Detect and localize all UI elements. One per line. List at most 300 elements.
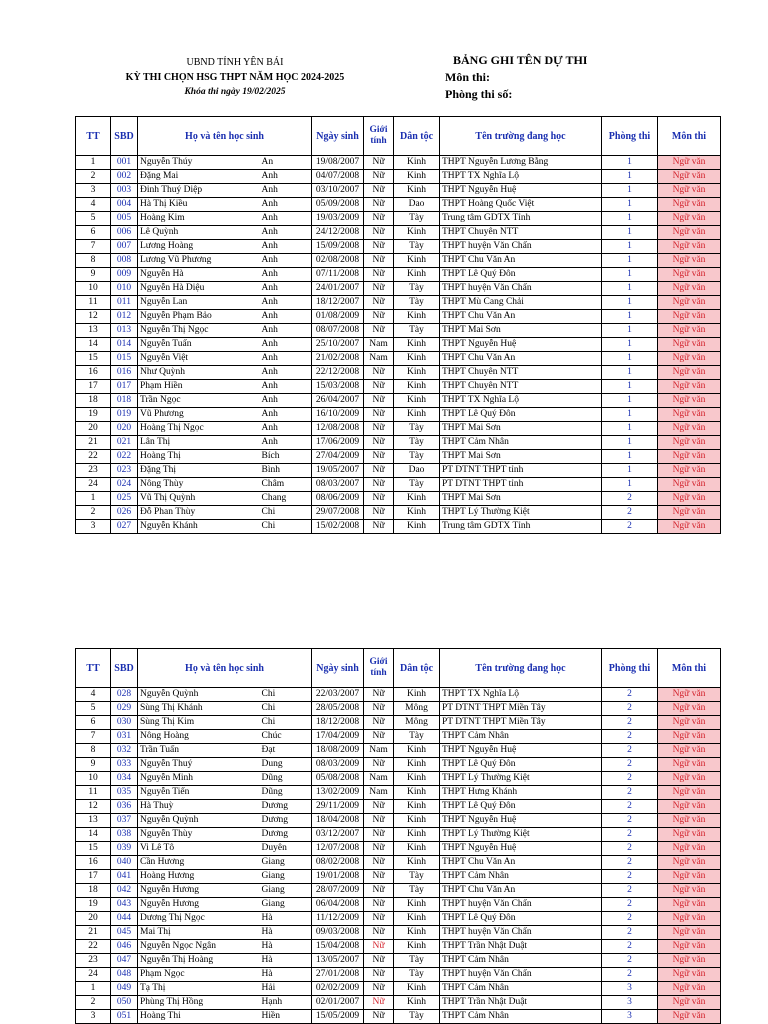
- subject-cell: Ngữ văn: [658, 898, 721, 912]
- candidate-number: 014: [111, 338, 138, 352]
- ethnicity-cell: Tày: [394, 478, 440, 492]
- subject-cell: Ngữ văn: [658, 870, 721, 884]
- dob-cell: 17/06/2009: [312, 436, 364, 450]
- col-sbd-header: SBD: [111, 649, 138, 688]
- ethnicity-cell: Tày: [394, 1010, 440, 1024]
- school-cell: THPT Lê Quý Đôn: [440, 758, 602, 772]
- room-cell: 2: [602, 506, 658, 520]
- row-number: 11: [76, 296, 111, 310]
- candidate-number: 008: [111, 254, 138, 268]
- surname-cell: Phạm Hiền: [138, 380, 260, 394]
- given-name-cell: Anh: [260, 366, 312, 380]
- gender-cell: Nữ: [364, 730, 394, 744]
- row-number: 24: [76, 478, 111, 492]
- subject-cell: Ngữ văn: [658, 968, 721, 982]
- table-header-row: [76, 649, 721, 688]
- candidate-number: 015: [111, 352, 138, 366]
- school-cell: THPT Mai Sơn: [440, 450, 602, 464]
- table-row: [76, 352, 721, 366]
- header-left: [110, 55, 360, 100]
- room-cell: 3: [602, 1010, 658, 1024]
- candidate-table-2: [75, 648, 721, 1024]
- dob-cell: 17/04/2009: [312, 730, 364, 744]
- given-name-cell: Chúc: [260, 730, 312, 744]
- school-cell: Trung tâm GDTX Tỉnh: [440, 212, 602, 226]
- ethnicity-cell: Tày: [394, 324, 440, 338]
- school-cell: THPT huyện Văn Chấn: [440, 926, 602, 940]
- ethnicity-cell: Kinh: [394, 828, 440, 842]
- room-cell: 1: [602, 352, 658, 366]
- table-row: [76, 156, 721, 170]
- dob-cell: 28/05/2008: [312, 702, 364, 716]
- ethnicity-cell: Kinh: [394, 156, 440, 170]
- given-name-cell: Hạnh: [260, 996, 312, 1010]
- candidate-number: 030: [111, 716, 138, 730]
- given-name-cell: Bích: [260, 450, 312, 464]
- gender-cell: Nữ: [364, 800, 394, 814]
- given-name-cell: Anh: [260, 212, 312, 226]
- room-cell: 1: [602, 296, 658, 310]
- surname-cell: Nguyễn Thị Ngọc: [138, 324, 260, 338]
- table-row: [76, 968, 721, 982]
- room-cell: 3: [602, 996, 658, 1010]
- dob-cell: 22/03/2007: [312, 688, 364, 702]
- given-name-cell: Anh: [260, 352, 312, 366]
- room-cell: 2: [602, 842, 658, 856]
- row-number: 9: [76, 758, 111, 772]
- dob-cell: 15/09/2008: [312, 240, 364, 254]
- gender-cell: Nữ: [364, 968, 394, 982]
- dob-cell: 13/05/2007: [312, 954, 364, 968]
- room-cell: 1: [602, 380, 658, 394]
- given-name-cell: Anh: [260, 198, 312, 212]
- gender-cell: Nữ: [364, 324, 394, 338]
- ethnicity-cell: Kinh: [394, 254, 440, 268]
- gender-cell: Nữ: [364, 408, 394, 422]
- candidate-number: 033: [111, 758, 138, 772]
- ethnicity-cell: Kinh: [394, 506, 440, 520]
- row-number: 10: [76, 772, 111, 786]
- dob-cell: 08/02/2008: [312, 856, 364, 870]
- gender-cell: Nữ: [364, 478, 394, 492]
- candidate-number: 024: [111, 478, 138, 492]
- gender-cell: Nữ: [364, 954, 394, 968]
- col-school-header: Tên trường đang học: [440, 649, 602, 688]
- candidate-number: 027: [111, 520, 138, 534]
- ethnicity-cell: Tày: [394, 282, 440, 296]
- candidate-number: 026: [111, 506, 138, 520]
- table-row: [76, 170, 721, 184]
- row-number: 17: [76, 380, 111, 394]
- ethnicity-cell: Kinh: [394, 996, 440, 1010]
- given-name-cell: Chi: [260, 506, 312, 520]
- gender-cell: Nữ: [364, 422, 394, 436]
- room-cell: 2: [602, 520, 658, 534]
- school-cell: THPT huyện Văn Chấn: [440, 282, 602, 296]
- candidate-number: 040: [111, 856, 138, 870]
- dob-cell: 15/03/2008: [312, 380, 364, 394]
- ethnicity-cell: Kinh: [394, 688, 440, 702]
- given-name-cell: Anh: [260, 436, 312, 450]
- subject-cell: Ngữ văn: [658, 492, 721, 506]
- dob-cell: 07/11/2008: [312, 268, 364, 282]
- dob-cell: 02/02/2009: [312, 982, 364, 996]
- dob-cell: 22/12/2008: [312, 366, 364, 380]
- subject-cell: Ngữ văn: [658, 996, 721, 1010]
- row-number: 22: [76, 940, 111, 954]
- table-row: [76, 268, 721, 282]
- given-name-cell: Chi: [260, 688, 312, 702]
- given-name-cell: Hà: [260, 940, 312, 954]
- school-cell: THPT Mai Sơn: [440, 324, 602, 338]
- row-number: 2: [76, 170, 111, 184]
- surname-cell: Nguyễn Quỳnh: [138, 688, 260, 702]
- school-cell: THPT huyện Văn Chấn: [440, 240, 602, 254]
- surname-cell: Nguyễn Quỳnh: [138, 814, 260, 828]
- row-number: 6: [76, 226, 111, 240]
- table-row: [76, 688, 721, 702]
- room-cell: 2: [602, 688, 658, 702]
- table-row: [76, 198, 721, 212]
- row-number: 17: [76, 870, 111, 884]
- given-name-cell: Dung: [260, 758, 312, 772]
- dob-cell: 16/10/2009: [312, 408, 364, 422]
- surname-cell: Sùng Thị Khánh: [138, 702, 260, 716]
- row-number: 13: [76, 814, 111, 828]
- table-header-row: [76, 117, 721, 156]
- dob-cell: 08/07/2008: [312, 324, 364, 338]
- col-name-header: Họ và tên học sinh: [138, 649, 312, 688]
- school-cell: THPT Lê Quý Đôn: [440, 800, 602, 814]
- candidate-number: 022: [111, 450, 138, 464]
- given-name-cell: Dương: [260, 800, 312, 814]
- school-cell: THPT Trần Nhật Duật: [440, 940, 602, 954]
- school-cell: THPT Cảm Nhân: [440, 1010, 602, 1024]
- subject-cell: Ngữ văn: [658, 422, 721, 436]
- row-number: 23: [76, 954, 111, 968]
- candidate-number: 044: [111, 912, 138, 926]
- ethnicity-cell: Tày: [394, 884, 440, 898]
- row-number: 19: [76, 408, 111, 422]
- gender-cell: Nữ: [364, 310, 394, 324]
- subject-cell: Ngữ văn: [658, 688, 721, 702]
- ethnicity-cell: Kinh: [394, 184, 440, 198]
- table-row: [76, 800, 721, 814]
- exam-name: KỲ THI CHỌN HSG THPT NĂM HỌC 2024-2025: [125, 72, 345, 83]
- dob-cell: 18/08/2009: [312, 744, 364, 758]
- row-number: 3: [76, 520, 111, 534]
- surname-cell: Hoàng Thi: [138, 1010, 260, 1024]
- given-name-cell: Giang: [260, 856, 312, 870]
- room-cell: 1: [602, 436, 658, 450]
- dob-cell: 08/03/2009: [312, 758, 364, 772]
- ethnicity-cell: Tày: [394, 436, 440, 450]
- row-number: 15: [76, 352, 111, 366]
- surname-cell: Hà Thuỳ: [138, 800, 260, 814]
- subject-cell: Ngữ văn: [658, 842, 721, 856]
- surname-cell: Tạ Thị: [138, 982, 260, 996]
- candidate-number: 021: [111, 436, 138, 450]
- candidate-number: 048: [111, 968, 138, 982]
- table-row: [76, 436, 721, 450]
- candidate-number: 045: [111, 926, 138, 940]
- school-cell: THPT Chuyên NTT: [440, 366, 602, 380]
- candidate-number: 036: [111, 800, 138, 814]
- school-cell: THPT Chu Văn An: [440, 310, 602, 324]
- dob-cell: 28/07/2009: [312, 884, 364, 898]
- gender-cell: Nữ: [364, 156, 394, 170]
- school-cell: THPT Nguyễn Lương Bằng: [440, 156, 602, 170]
- gender-cell: Nữ: [364, 296, 394, 310]
- given-name-cell: Hà: [260, 968, 312, 982]
- candidate-number: 031: [111, 730, 138, 744]
- surname-cell: Đỗ Phan Thùy: [138, 506, 260, 520]
- col-ethnicity-header: Dân tộc: [394, 649, 440, 688]
- dob-cell: 08/06/2009: [312, 492, 364, 506]
- table-row: [76, 954, 721, 968]
- ethnicity-cell: Tày: [394, 240, 440, 254]
- row-number: 5: [76, 702, 111, 716]
- subject-cell: Ngữ văn: [658, 702, 721, 716]
- school-cell: THPT Cảm Nhân: [440, 730, 602, 744]
- surname-cell: Hoàng Kim: [138, 212, 260, 226]
- given-name-cell: Giang: [260, 870, 312, 884]
- room-cell: 1: [602, 408, 658, 422]
- subject-cell: Ngữ văn: [658, 772, 721, 786]
- candidate-number: 009: [111, 268, 138, 282]
- given-name-cell: Dũng: [260, 772, 312, 786]
- given-name-cell: Hà: [260, 926, 312, 940]
- dob-cell: 21/02/2008: [312, 352, 364, 366]
- ethnicity-cell: Kinh: [394, 842, 440, 856]
- table-row: [76, 884, 721, 898]
- school-cell: THPT Nguyễn Huệ: [440, 814, 602, 828]
- surname-cell: Nguyễn Tiến: [138, 786, 260, 800]
- gender-cell: Nữ: [364, 828, 394, 842]
- candidate-number: 041: [111, 870, 138, 884]
- surname-cell: Hoàng Hương: [138, 870, 260, 884]
- row-number: 3: [76, 1010, 111, 1024]
- subject-cell: Ngữ văn: [658, 310, 721, 324]
- subject-cell: Ngữ văn: [658, 730, 721, 744]
- table-row: [76, 478, 721, 492]
- row-number: 8: [76, 254, 111, 268]
- school-cell: THPT Cảm Nhân: [440, 870, 602, 884]
- subject-cell: Ngữ văn: [658, 198, 721, 212]
- subject-cell: Ngữ văn: [658, 296, 721, 310]
- given-name-cell: Anh: [260, 394, 312, 408]
- dob-cell: 27/01/2008: [312, 968, 364, 982]
- subject-cell: Ngữ văn: [658, 856, 721, 870]
- dob-cell: 05/09/2008: [312, 198, 364, 212]
- gender-cell: Nam: [364, 338, 394, 352]
- row-number: 14: [76, 828, 111, 842]
- subject-cell: Ngữ văn: [658, 814, 721, 828]
- row-number: 1: [76, 982, 111, 996]
- given-name-cell: Hà: [260, 954, 312, 968]
- gender-cell: Nữ: [364, 856, 394, 870]
- ethnicity-cell: Tày: [394, 296, 440, 310]
- school-cell: THPT Lý Thường Kiệt: [440, 772, 602, 786]
- school-cell: THPT Chuyên NTT: [440, 226, 602, 240]
- candidate-number: 020: [111, 422, 138, 436]
- school-cell: THPT huyện Văn Chấn: [440, 968, 602, 982]
- school-cell: PT DTNT THPT Miền Tây: [440, 716, 602, 730]
- table-row: [76, 940, 721, 954]
- table-row: [76, 282, 721, 296]
- candidate-number: 042: [111, 884, 138, 898]
- table-row: [76, 926, 721, 940]
- ethnicity-cell: Kinh: [394, 226, 440, 240]
- ethnicity-cell: Kinh: [394, 366, 440, 380]
- org-name: UBND TỈNH YÊN BÁI: [186, 57, 284, 68]
- school-cell: THPT Cảm Nhân: [440, 982, 602, 996]
- table-row: [76, 856, 721, 870]
- given-name-cell: Bình: [260, 464, 312, 478]
- given-name-cell: Giang: [260, 884, 312, 898]
- room-cell: 1: [602, 240, 658, 254]
- given-name-cell: Đạt: [260, 744, 312, 758]
- given-name-cell: An: [260, 156, 312, 170]
- document-title: BẢNG GHI TÊN DỰ THI: [453, 53, 588, 67]
- exam-date: Khóa thi ngày 19/02/2025: [184, 87, 286, 97]
- dob-cell: 25/10/2007: [312, 338, 364, 352]
- room-cell: 2: [602, 940, 658, 954]
- ethnicity-cell: Dao: [394, 198, 440, 212]
- given-name-cell: Dương: [260, 814, 312, 828]
- row-number: 16: [76, 366, 111, 380]
- room-cell: 1: [602, 254, 658, 268]
- subject-cell: Ngữ văn: [658, 156, 721, 170]
- given-name-cell: Dương: [260, 828, 312, 842]
- dob-cell: 12/08/2008: [312, 422, 364, 436]
- dob-cell: 29/07/2008: [312, 506, 364, 520]
- subject-cell: Ngữ văn: [658, 800, 721, 814]
- surname-cell: Hoàng Thị: [138, 450, 260, 464]
- surname-cell: Nông Hoàng: [138, 730, 260, 744]
- subject-cell: Ngữ văn: [658, 170, 721, 184]
- gender-cell: Nam: [364, 772, 394, 786]
- given-name-cell: Anh: [260, 296, 312, 310]
- subject-cell: Ngữ văn: [658, 366, 721, 380]
- gender-cell: Nữ: [364, 436, 394, 450]
- dob-cell: 18/12/2008: [312, 716, 364, 730]
- dob-cell: 24/12/2008: [312, 226, 364, 240]
- room-cell: 2: [602, 968, 658, 982]
- subject-cell: Ngữ văn: [658, 828, 721, 842]
- ethnicity-cell: Tày: [394, 212, 440, 226]
- gender-cell: Nữ: [364, 170, 394, 184]
- ethnicity-cell: Kinh: [394, 926, 440, 940]
- gender-cell: Nam: [364, 786, 394, 800]
- subject-cell: Ngữ văn: [658, 506, 721, 520]
- candidate-number: 050: [111, 996, 138, 1010]
- row-number: 18: [76, 394, 111, 408]
- col-room-header: Phòng thi: [602, 649, 658, 688]
- table-row: [76, 422, 721, 436]
- room-cell: 1: [602, 268, 658, 282]
- row-number: 20: [76, 912, 111, 926]
- row-number: 12: [76, 310, 111, 324]
- ethnicity-cell: Kinh: [394, 898, 440, 912]
- gender-cell: Nữ: [364, 842, 394, 856]
- table-row: [76, 716, 721, 730]
- candidate-number: 003: [111, 184, 138, 198]
- surname-cell: Phùng Thị Hồng: [138, 996, 260, 1010]
- row-number: 1: [76, 492, 111, 506]
- room-cell: 1: [602, 170, 658, 184]
- candidate-number: 006: [111, 226, 138, 240]
- subject-cell: Ngữ văn: [658, 926, 721, 940]
- table-row: [76, 702, 721, 716]
- candidate-number: 018: [111, 394, 138, 408]
- room-cell: 2: [602, 926, 658, 940]
- candidate-number: 051: [111, 1010, 138, 1024]
- dob-cell: 19/03/2009: [312, 212, 364, 226]
- room-cell: 2: [602, 814, 658, 828]
- dob-cell: 12/07/2008: [312, 842, 364, 856]
- ethnicity-cell: Kinh: [394, 380, 440, 394]
- candidate-number: 010: [111, 282, 138, 296]
- subject-cell: Ngữ văn: [658, 338, 721, 352]
- table-row: [76, 226, 721, 240]
- ethnicity-cell: Kinh: [394, 170, 440, 184]
- row-number: 2: [76, 996, 111, 1010]
- candidate-number: 023: [111, 464, 138, 478]
- row-number: 21: [76, 926, 111, 940]
- subject-cell: Ngữ văn: [658, 254, 721, 268]
- school-cell: THPT Nguyễn Huệ: [440, 744, 602, 758]
- candidate-number: 039: [111, 842, 138, 856]
- surname-cell: Lương Hoàng: [138, 240, 260, 254]
- gender-cell: Nam: [364, 744, 394, 758]
- gender-cell: Nam: [364, 352, 394, 366]
- school-cell: THPT Mù Cang Chải: [440, 296, 602, 310]
- gender-cell: Nữ: [364, 198, 394, 212]
- surname-cell: Lê Quỳnh: [138, 226, 260, 240]
- given-name-cell: Hải: [260, 982, 312, 996]
- subject-cell: Ngữ văn: [658, 436, 721, 450]
- candidate-number: 037: [111, 814, 138, 828]
- room-cell: 2: [602, 492, 658, 506]
- surname-cell: Nguyễn Khánh: [138, 520, 260, 534]
- gender-cell: Nữ: [364, 506, 394, 520]
- surname-cell: Nguyễn Tuấn: [138, 338, 260, 352]
- surname-cell: Hoàng Thị Ngọc: [138, 422, 260, 436]
- dob-cell: 01/08/2009: [312, 310, 364, 324]
- ethnicity-cell: Kinh: [394, 940, 440, 954]
- ethnicity-cell: Kinh: [394, 814, 440, 828]
- room-cell: 1: [602, 282, 658, 296]
- surname-cell: Nguyễn Ngọc Ngân: [138, 940, 260, 954]
- table-row: [76, 1010, 721, 1024]
- gender-cell: Nữ: [364, 884, 394, 898]
- dob-cell: 09/03/2008: [312, 926, 364, 940]
- surname-cell: Lương Vũ Phương: [138, 254, 260, 268]
- candidate-number: 049: [111, 982, 138, 996]
- subject-cell: Ngữ văn: [658, 352, 721, 366]
- subject-cell: Ngữ văn: [658, 1010, 721, 1024]
- given-name-cell: Hiền: [260, 1010, 312, 1024]
- room-cell: 1: [602, 464, 658, 478]
- row-number: 10: [76, 282, 111, 296]
- school-cell: THPT Trần Nhật Duật: [440, 996, 602, 1010]
- subject-cell: Ngữ văn: [658, 282, 721, 296]
- candidate-number: 028: [111, 688, 138, 702]
- row-number: 1: [76, 156, 111, 170]
- subject-label: Môn thi:: [445, 70, 490, 84]
- given-name-cell: Anh: [260, 254, 312, 268]
